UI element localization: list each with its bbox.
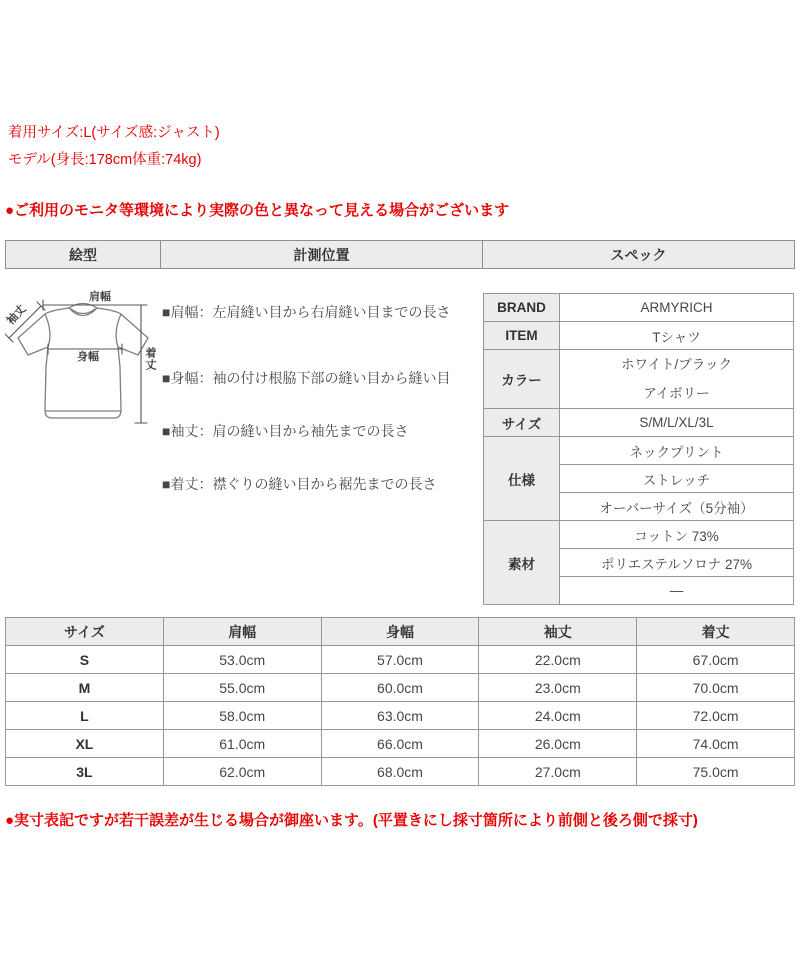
size-row-s-width: 57.0cm <box>321 646 479 674</box>
spec-label-material: 素材 <box>484 521 560 605</box>
tshirt-measurement-diagram <box>5 292 163 434</box>
measurement-disclaimer-note: ●実寸表記ですが若干誤差が生じる場合が御座います。(平置きにし採寸箇所により前側と後ろ側で採寸) <box>5 812 698 829</box>
size-row-3l-width: 68.0cm <box>321 758 479 786</box>
size-row-l-label: L <box>6 702 164 730</box>
spec-row-feature-1 <box>484 437 794 465</box>
guide-body-length: ■着丈：襟ぐりの縫い目から裾先までの長さ <box>162 476 437 492</box>
size-row-xl-label: XL <box>6 730 164 758</box>
size-row-3l-shoulder: 62.0cm <box>163 758 321 786</box>
spec-row-brand <box>484 294 794 322</box>
diagram-label-sleeve-length: 袖丈 <box>4 303 29 328</box>
size-row-xl-shoulder: 61.0cm <box>163 730 321 758</box>
armhole-left-path <box>45 314 50 347</box>
size-chart-table <box>5 617 795 786</box>
spec-value-feature-1: ネックプリント <box>560 437 794 465</box>
size-row-s <box>6 646 795 674</box>
spec-row-material-1 <box>484 521 794 549</box>
spec-value-material-2: ポリエステルソロナ 27% <box>560 549 794 577</box>
size-chart-header-sleeve: 袖丈 <box>479 618 637 646</box>
size-row-3l-label: 3L <box>6 758 164 786</box>
spec-color-line-2: アイボリー <box>643 386 710 401</box>
guide-body-width: ■身幅：袖の付け根脇下部の縫い目から縫い目 <box>162 370 451 386</box>
size-row-xl-sleeve: 26.0cm <box>479 730 637 758</box>
measurement-guide <box>162 295 482 505</box>
header-drawing-cell: 絵型 <box>6 241 161 269</box>
tshirt-drawing <box>5 292 163 434</box>
spec-label-brand: BRAND <box>484 294 560 322</box>
spec-row-size <box>484 409 794 437</box>
size-row-3l <box>6 758 795 786</box>
spec-value-color <box>560 350 794 409</box>
section-header-row <box>6 241 795 269</box>
size-row-s-length: 67.0cm <box>637 646 795 674</box>
spec-value-size: S/M/L/XL/3L <box>560 409 794 437</box>
spec-value-material-1: コットン 73% <box>560 521 794 549</box>
spec-label-item: ITEM <box>484 322 560 350</box>
spec-label-color: カラー <box>484 350 560 409</box>
guide-sleeve-length: ■袖丈：肩の縫い目から袖先までの長さ <box>162 423 409 439</box>
size-row-m-sleeve: 23.0cm <box>479 674 637 702</box>
size-row-m <box>6 674 795 702</box>
size-row-l-length: 72.0cm <box>637 702 795 730</box>
diagram-label-body-width: 身幅 <box>77 351 99 363</box>
armhole-right-path <box>116 314 121 347</box>
spec-label-feature: 仕様 <box>484 437 560 521</box>
header-measure-position-cell: 計測位置 <box>161 241 483 269</box>
size-row-m-label: M <box>6 674 164 702</box>
size-row-xl-length: 74.0cm <box>637 730 795 758</box>
diagram-label-shoulder-width: 肩幅 <box>89 291 111 303</box>
size-row-xl <box>6 730 795 758</box>
model-stats-text: モデル(身長:178cm体重:74kg) <box>8 152 202 168</box>
size-chart-header-size: サイズ <box>6 618 164 646</box>
spec-row-item <box>484 322 794 350</box>
size-row-m-length: 70.0cm <box>637 674 795 702</box>
size-row-m-width: 60.0cm <box>321 674 479 702</box>
size-row-m-shoulder: 55.0cm <box>163 674 321 702</box>
size-row-l-width: 63.0cm <box>321 702 479 730</box>
size-row-3l-length: 75.0cm <box>637 758 795 786</box>
size-row-3l-sleeve: 27.0cm <box>479 758 637 786</box>
collar-front-path <box>69 308 97 316</box>
tshirt-body-path <box>18 308 148 418</box>
spec-table <box>483 293 794 605</box>
collar-back-path <box>69 304 97 309</box>
section-header-table <box>5 240 795 269</box>
monitor-color-note: ●ご利用のモニタ等環境により実際の色と異なって見える場合がございます <box>5 202 510 219</box>
size-chart-header-length: 着丈 <box>637 618 795 646</box>
size-row-l-shoulder: 58.0cm <box>163 702 321 730</box>
size-chart-header-width: 身幅 <box>321 618 479 646</box>
size-row-s-shoulder: 53.0cm <box>163 646 321 674</box>
spec-value-feature-3: オーバーサイズ（5分袖） <box>560 493 794 521</box>
size-row-s-label: S <box>6 646 164 674</box>
spec-value-item: Tシャツ <box>560 322 794 350</box>
size-row-l-sleeve: 24.0cm <box>479 702 637 730</box>
wearing-size-text: 着用サイズ:L(サイズ感:ジャスト) <box>8 125 220 141</box>
diagram-label-body-length: 着丈 <box>144 347 156 371</box>
size-chart-header-shoulder: 肩幅 <box>163 618 321 646</box>
spec-color-line-1: ホワイト/ブラック <box>620 357 733 372</box>
spec-value-feature-2: ストレッチ <box>560 465 794 493</box>
model-wearing-info <box>8 120 220 174</box>
spec-value-material-3: — <box>560 577 794 605</box>
spec-label-size: サイズ <box>484 409 560 437</box>
spec-row-color <box>484 350 794 409</box>
size-row-s-sleeve: 22.0cm <box>479 646 637 674</box>
header-spec-cell: スペック <box>483 241 795 269</box>
size-row-l <box>6 702 795 730</box>
spec-value-brand: ARMYRICH <box>560 294 794 322</box>
guide-shoulder-width: ■肩幅：左肩縫い目から右肩縫い目までの長さ <box>162 304 451 320</box>
size-chart-header-row <box>6 618 795 646</box>
size-row-xl-width: 66.0cm <box>321 730 479 758</box>
